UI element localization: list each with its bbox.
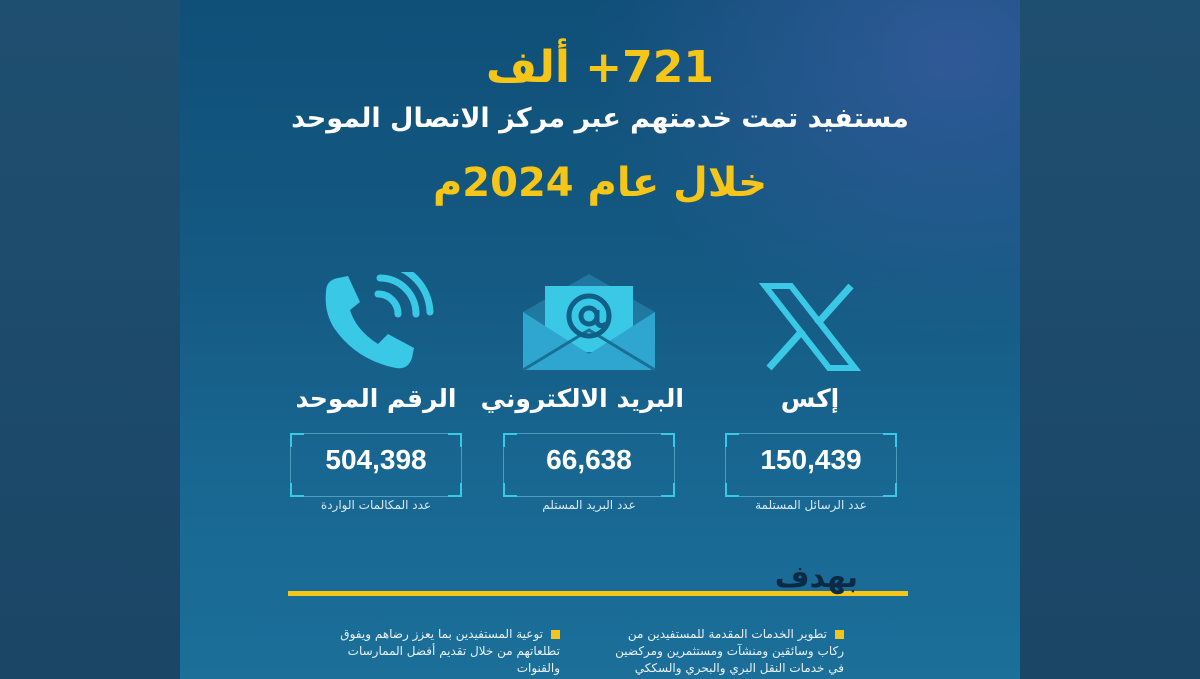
channel-x	[715, 262, 905, 413]
bullet-icon	[835, 630, 844, 639]
channel-phone-label: الرقم الموحد	[295, 384, 457, 413]
beneficiaries-subtitle: مستفيد تمت خدمتهم عبر مركز الاتصال الموحد	[291, 103, 909, 134]
left-backdrop	[0, 0, 180, 679]
x-logo-icon	[715, 262, 905, 372]
stat-value-x: 150,439	[760, 444, 862, 475]
channel-phone	[281, 262, 471, 413]
goal-title: بهدف	[774, 560, 858, 595]
channel-email-label: البريد الالكتروني	[480, 384, 684, 413]
channel-x-label: إكس	[780, 384, 840, 413]
channel-email	[480, 262, 684, 413]
stat-caption-email: عدد البريد المستلم	[542, 498, 636, 512]
beneficiaries-count: 721+ ألف	[485, 42, 715, 93]
stat-box-x	[725, 433, 897, 512]
stat-box-phone	[290, 433, 462, 512]
stat-caption-x: عدد الرسائل المستلمة	[755, 498, 867, 512]
infographic-poster	[180, 0, 1020, 679]
goal-item-1-text: تطوير الخدمات المقدمة للمستفيدين من ركاب وسائقين ومنشآت ومستثمرين ومركضين في خدمات النقل البري والبحري والسككي	[615, 627, 844, 675]
goal-item-1	[604, 626, 844, 677]
goal-item-2	[320, 626, 560, 677]
stat-caption-phone: عدد المكالمات الواردة	[320, 498, 432, 512]
stat-box-email	[503, 433, 675, 512]
bullet-icon	[551, 630, 560, 639]
right-backdrop	[1020, 0, 1200, 679]
stat-value-phone: 504,398	[325, 444, 427, 475]
phone-signal-icon	[281, 262, 471, 372]
year-label: خلال عام 2024م	[432, 160, 768, 206]
email-at-icon	[494, 262, 684, 372]
stat-value-email: 66,638	[546, 444, 632, 475]
goal-item-2-text: توعية المستفيدين بما يعزز رضاهم ويفوق تطلعاتهم من خلال تقديم أفضل الممارسات والقنوات	[340, 627, 560, 675]
